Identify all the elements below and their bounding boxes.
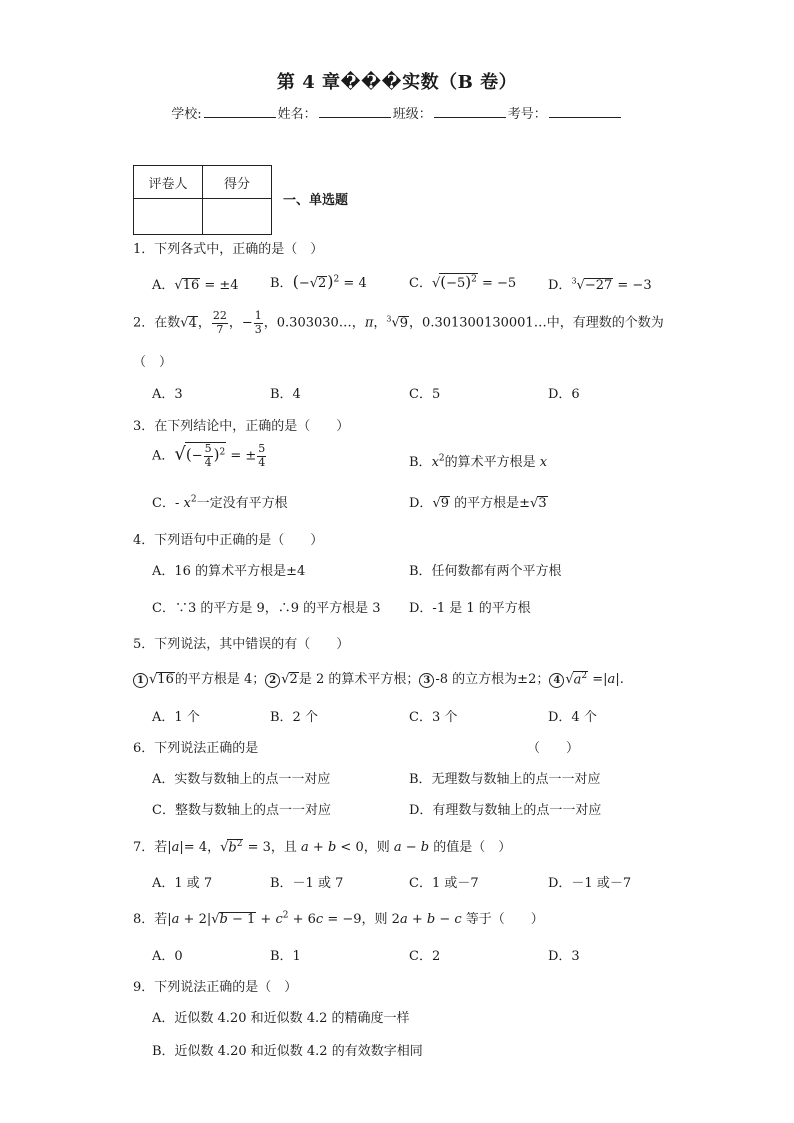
q1-option-a[interactable]: A．√16 = ±4 — [152, 278, 239, 293]
q4-option-c[interactable]: C．∵3 的平方是 9，∴9 的平方根是 3 — [152, 601, 381, 616]
q5-option-d[interactable]: D．4 个 — [548, 710, 597, 725]
q8-option-a[interactable]: A．0 — [152, 949, 183, 964]
q2-option-c[interactable]: C．5 — [409, 387, 441, 402]
school-blank[interactable] — [204, 104, 276, 118]
q5-option-c[interactable]: C．3 个 — [409, 710, 458, 725]
q3-option-d[interactable]: D．√9 的平方根是±√3 — [409, 496, 547, 511]
question-1-stem: 1．下列各式中，正确的是（ ） — [133, 242, 324, 257]
name-label: 姓名： — [277, 107, 317, 122]
q2-option-d[interactable]: D．6 — [548, 387, 580, 402]
score-header: 得分 — [203, 166, 272, 199]
question-9-stem: 9．下列说法正确的是（ ） — [133, 980, 298, 995]
q4-option-d[interactable]: D．-1 是 1 的平方根 — [409, 601, 531, 616]
score-cell[interactable] — [203, 199, 272, 235]
q1-option-c[interactable]: C．$√(-5)^2 = -5$ — [409, 273, 517, 291]
class-blank[interactable] — [434, 104, 506, 118]
section-title: 一、单选题 — [283, 193, 349, 208]
question-5-stem: 5．下列说法，其中错误的有（ ） — [133, 637, 350, 652]
question-8-stem: 8．若$|a + 2|√b - 1 + c^2 + 6c = -9$，则 2a + b − c 等于（ ） — [133, 910, 544, 927]
q6-option-b[interactable]: B．无理数与数轴上的点一一对应 — [409, 772, 601, 787]
q4-option-a[interactable]: A．16 的算术平方根是±4 — [152, 564, 306, 579]
q9-option-a[interactable]: A．近似数 4.20 和近似数 4.2 的精确度一样 — [152, 1011, 410, 1026]
q3-option-b[interactable]: B．$x^2$的算术平方根是 x — [409, 453, 548, 470]
q6-option-c[interactable]: C．整数与数轴上的点一一对应 — [152, 803, 331, 818]
exam-no-label: 考号： — [507, 107, 547, 122]
q5-option-b[interactable]: B．2 个 — [270, 710, 318, 725]
q8-option-b[interactable]: B．1 — [270, 949, 301, 964]
name-blank[interactable] — [319, 104, 391, 118]
q8-option-d[interactable]: D．3 — [548, 949, 580, 964]
question-3-stem: 3．在下列结论中，正确的是（ ） — [133, 419, 350, 434]
question-7-stem: 7．若|a|= 4，$√b^2 = 3$，且 a + b < 0，则 a − b 的值是（ ） — [133, 838, 512, 855]
score-table — [133, 165, 272, 235]
q7-option-c[interactable]: C．1 或－7 — [409, 876, 479, 891]
q6-option-d[interactable]: D．有理数与数轴上的点一一对应 — [409, 803, 602, 818]
q7-option-d[interactable]: D．－1 或－7 — [548, 876, 632, 891]
q7-option-a[interactable]: A．1 或 7 — [152, 876, 213, 891]
q2-option-a[interactable]: A．3 — [152, 387, 183, 402]
q7-option-b[interactable]: B．－1 或 7 — [270, 876, 344, 891]
q3-option-a[interactable]: A．√(− $\frac{5}{4}$ )$^2$ = ± $\frac{5}{4}$ — [152, 442, 266, 469]
class-label: 班级： — [392, 107, 432, 122]
student-info-line — [0, 103, 794, 122]
exam-no-blank[interactable] — [549, 104, 621, 118]
question-2-stem: 2．在数√4， $\frac{22}{7}$ ，− $\frac{1}{3}$ ，0.303030…，π，$^3$√9，0.301300130001…中，有理数的个数为 — [133, 309, 664, 336]
q9-option-b[interactable]: B．近似数 4.20 和近似数 4.2 的有效数字相同 — [152, 1044, 423, 1059]
question-6-paren: （ ） — [527, 741, 580, 756]
question-5-statements: 1 √16的平方根是 4； 2 √2是 2 的算术平方根； 3 -8 的立方根为±2； 4 $√a^2 =|a|$. — [133, 668, 624, 688]
q2-option-b[interactable]: B．4 — [270, 387, 301, 402]
q6-option-a[interactable]: A．实数与数轴上的点一一对应 — [152, 772, 331, 787]
grader-cell[interactable] — [134, 199, 203, 235]
q4-option-b[interactable]: B．任何数都有两个平方根 — [409, 564, 562, 579]
page-title: 第 4 章���实数（B 卷） — [276, 72, 518, 93]
school-label: 学校: — [171, 107, 202, 122]
q5-option-a[interactable]: A．1 个 — [152, 710, 200, 725]
q8-option-c[interactable]: C．2 — [409, 949, 441, 964]
question-6-stem: 6．下列说法正确的是 — [133, 741, 259, 756]
q1-option-d[interactable]: D．$^3$√−27 = −3 — [548, 276, 652, 293]
question-4-stem: 4．下列语句中正确的是（ ） — [133, 533, 324, 548]
q3-option-c[interactable]: C．- $x^2$一定没有平方根 — [152, 494, 288, 511]
grader-header: 评卷人 — [134, 166, 203, 199]
q1-option-b[interactable]: B．$(-√2)^2 = 4$ — [270, 272, 367, 291]
question-2-paren: （ ） — [133, 355, 173, 370]
